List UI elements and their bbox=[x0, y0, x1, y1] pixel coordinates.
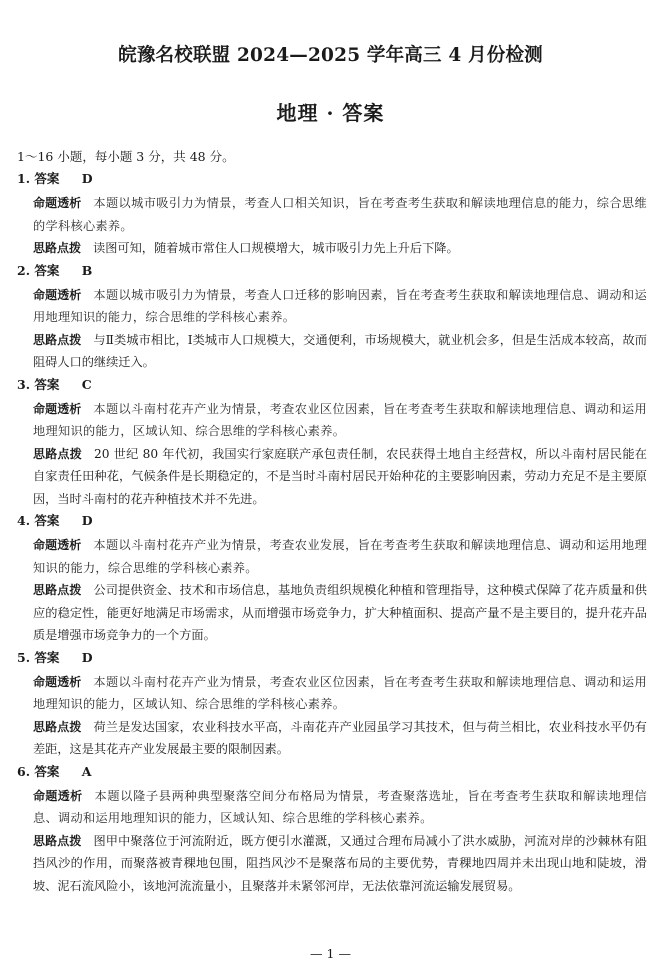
analysis-text: 本题以城市吸引力为情景，考查人口迁移的影响因素，旨在考查考生获取和解读地理信息、调动和运用地理知识的能力，综合思维的学科核心素养。 bbox=[33, 287, 647, 324]
analysis-label: 命题透析 bbox=[33, 788, 83, 803]
hint-paragraph bbox=[17, 579, 647, 647]
analysis-paragraph bbox=[17, 192, 647, 237]
hint-label: 思路点拨 bbox=[33, 719, 82, 734]
answer-value: A bbox=[81, 763, 92, 779]
question-number: 6. bbox=[17, 763, 31, 779]
hint-label: 思路点拨 bbox=[33, 583, 82, 597]
analysis-text: 本题以隆子县两种典型聚落空间分布格局为情景，考查聚落选址，旨在考查考生获取和解读地理信息、调动和运用地理知识的能力，区域认知、综合思维的学科核心素养。 bbox=[33, 788, 647, 825]
question-header bbox=[17, 171, 647, 187]
question-number: 4. bbox=[17, 513, 31, 528]
analysis-label: 命题透析 bbox=[33, 287, 82, 302]
hint-paragraph bbox=[17, 329, 647, 374]
hint-paragraph bbox=[17, 237, 647, 260]
question-number: 5. bbox=[17, 649, 31, 665]
hint-text: 读图可知，随着城市常住人口规模增大，城市吸引力先上升后下降。 bbox=[93, 241, 459, 255]
analysis-paragraph bbox=[17, 398, 647, 443]
question-block bbox=[17, 171, 647, 260]
question-block bbox=[17, 650, 647, 761]
analysis-label: 命题透析 bbox=[33, 401, 82, 416]
answer-value: D bbox=[81, 171, 93, 186]
question-header bbox=[17, 513, 647, 529]
answer-label: 答案 bbox=[34, 262, 60, 278]
question-header bbox=[17, 263, 647, 279]
hint-label: 思路点拨 bbox=[33, 833, 82, 848]
hint-label: 思路点拨 bbox=[33, 241, 82, 255]
question-block bbox=[17, 513, 647, 647]
hint-label: 思路点拨 bbox=[33, 332, 82, 347]
question-number: 3. bbox=[17, 376, 31, 392]
question-header bbox=[17, 377, 647, 393]
hint-text: 公司提供资金、技术和市场信息，基地负责组织规模化种植和管理指导，这种模式保障了花卉质量和供应的稳定性，能更好地满足市场需求，从而增强市场竞争力，扩大种植面积、提高产量不是主要目的，提升花卉品质是增强市场竞争力的一个方面。 bbox=[33, 583, 647, 642]
answer-label: 答案 bbox=[34, 763, 60, 779]
analysis-text: 本题以斗南村花卉产业为情景，考查农业发展，旨在考查考生获取和解读地理信息、调动和运用地理知识的能力，综合思维的学科核心素养。 bbox=[33, 538, 647, 575]
answer-label: 答案 bbox=[34, 513, 60, 528]
hint-text: 图甲中聚落位于河流附近，既方便引水灌溉，又通过合理布局减小了洪水威胁，河流对岸的沙棘林有阻挡风沙的作用，而聚落被青稞地包围，阻挡风沙不是聚落布局的主要优势，青稞地四周并未出现山地和陡坡，滑坡、泥石流风险小，该地河流流量小，且聚落并未紧邻河岸，无法依靠河流运输发展贸易。 bbox=[33, 833, 647, 893]
question-block bbox=[17, 764, 647, 898]
analysis-paragraph bbox=[17, 534, 647, 579]
analysis-label: 命题透析 bbox=[33, 674, 82, 689]
question-number: 1. bbox=[17, 171, 31, 186]
hint-paragraph bbox=[17, 443, 647, 511]
analysis-text: 本题以城市吸引力为情景，考查人口相关知识，旨在考查考生获取和解读地理信息的能力，综合思维的学科核心素养。 bbox=[33, 196, 647, 233]
analysis-paragraph bbox=[17, 284, 647, 329]
hint-label: 思路点拨 bbox=[33, 446, 82, 461]
analysis-label: 命题透析 bbox=[33, 538, 82, 552]
answer-value: D bbox=[81, 649, 93, 665]
question-number: 2. bbox=[17, 262, 31, 278]
document-subtitle: 地理 · 答案 bbox=[276, 101, 385, 125]
analysis-label: 命题透析 bbox=[33, 196, 82, 210]
section-intro: 1～16 小题，每小题 3 分，共 48 分。 bbox=[17, 149, 235, 164]
page-number: — 1 — bbox=[310, 946, 351, 961]
analysis-paragraph bbox=[17, 671, 647, 716]
answer-label: 答案 bbox=[34, 649, 60, 665]
hint-paragraph bbox=[17, 716, 647, 761]
answer-value: B bbox=[81, 262, 93, 278]
answer-list bbox=[17, 171, 647, 897]
answer-value: C bbox=[81, 376, 92, 392]
answer-label: 答案 bbox=[34, 376, 60, 392]
question-block bbox=[17, 263, 647, 374]
question-header bbox=[17, 650, 647, 666]
analysis-text: 本题以斗南村花卉产业为情景，考查农业区位因素，旨在考查考生获取和解读地理信息、调动和运用地理知识的能力，区域认知、综合思维的学科核心素养。 bbox=[33, 674, 647, 711]
answer-label: 答案 bbox=[34, 171, 60, 186]
question-block bbox=[17, 377, 647, 511]
hint-text: 20 世纪 80 年代初，我国实行家庭联产承包责任制，农民获得土地自主经营权，所以斗南村居民能在自家责任田种花，气候条件是长期稳定的，不是当时斗南村居民开始种花的主要影响因素，劳动力充足不是主要原因，当时斗南村的花卉种植技术并不先进。 bbox=[33, 446, 647, 506]
analysis-paragraph bbox=[17, 785, 647, 830]
question-header bbox=[17, 764, 647, 780]
hint-paragraph bbox=[17, 830, 647, 898]
hint-text: 与Ⅱ类城市相比，Ⅰ类城市人口规模大，交通便利，市场规模大，就业机会多，但是生活成本较高，故而阻碍人口的继续迁入。 bbox=[33, 332, 647, 369]
document-title: 皖豫名校联盟 2024—2025 学年高三 4 月份检测 bbox=[118, 45, 543, 66]
analysis-text: 本题以斗南村花卉产业为情景，考查农业区位因素，旨在考查考生获取和解读地理信息、调动和运用地理知识的能力，区域认知、综合思维的学科核心素养。 bbox=[33, 401, 647, 438]
hint-text: 荷兰是发达国家，农业科技水平高，斗南花卉产业园虽学习其技术，但与荷兰相比，农业科技水平仍有差距，这是其花卉产业发展最主要的限制因素。 bbox=[33, 719, 647, 756]
answer-value: D bbox=[81, 513, 93, 528]
